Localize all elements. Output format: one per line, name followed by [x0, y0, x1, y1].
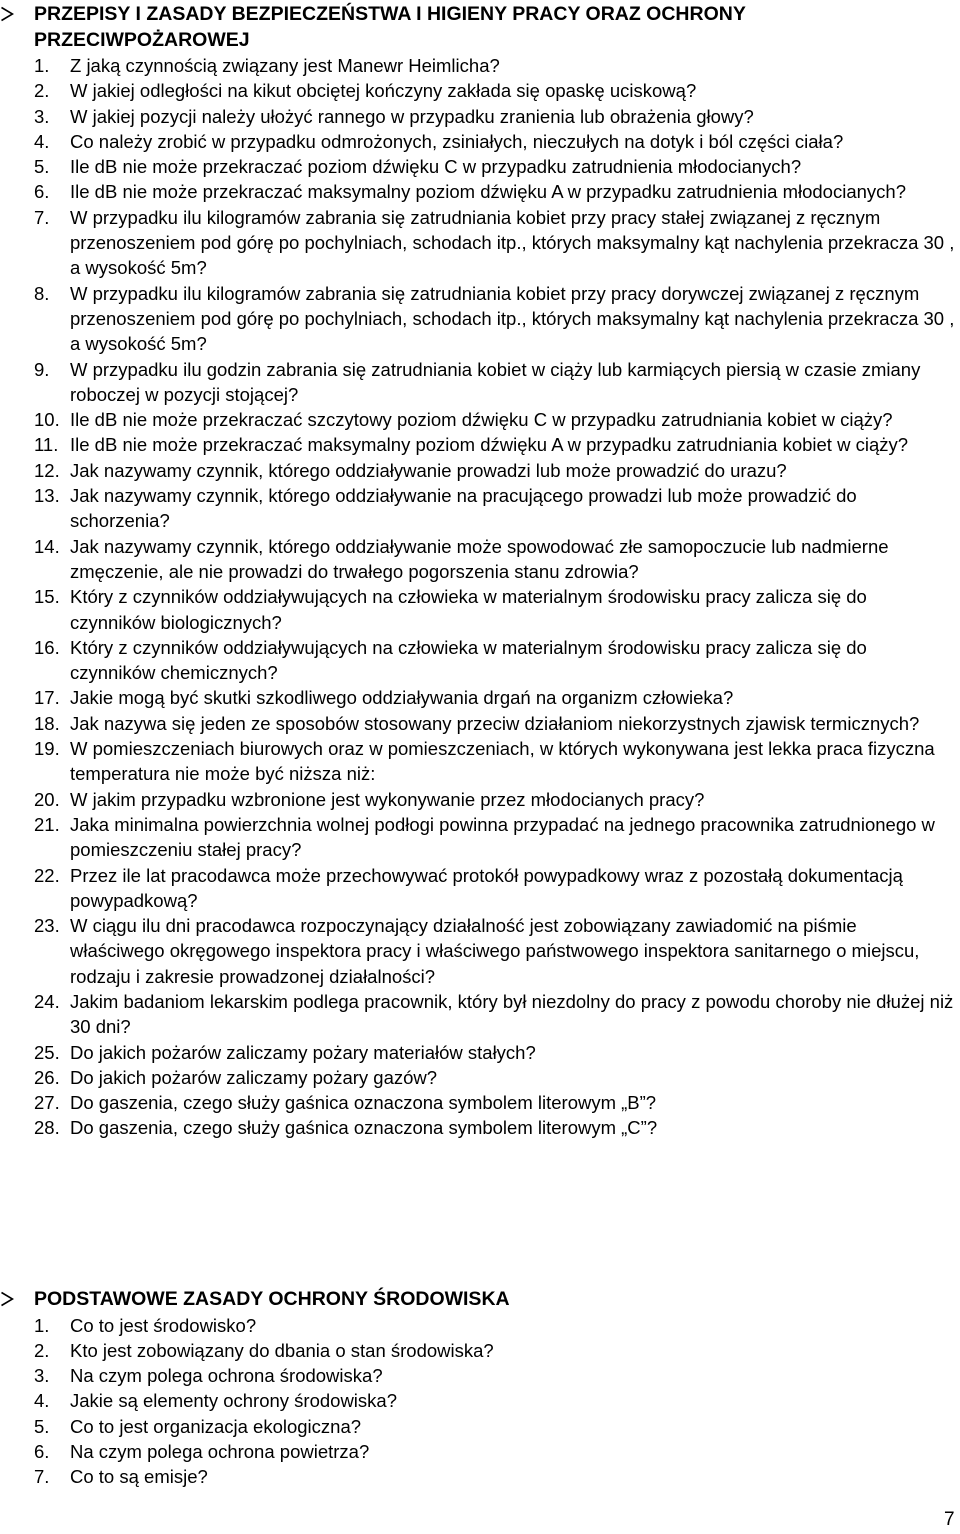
- question-number: 10.: [34, 409, 60, 431]
- question-item: [0, 1338, 960, 1363]
- question-number: 24.: [34, 990, 60, 1012]
- question-item: [0, 736, 960, 787]
- question-number: 15.: [34, 586, 60, 608]
- question-item: [0, 129, 960, 154]
- question-item: [0, 483, 960, 534]
- question-item: [0, 685, 960, 710]
- question-item: [0, 1313, 960, 1338]
- question-item: [0, 179, 960, 204]
- question-text: Co to są emisje?: [70, 1466, 208, 1488]
- question-text: W jakim przypadku wzbronione jest wykonywanie przez młodocianych pracy?: [70, 788, 705, 810]
- section-title: PODSTAWOWE ZASADY OCHRONY ŚRODOWISKA: [34, 1288, 510, 1310]
- arrow-bullet-icon: [0, 6, 14, 22]
- question-item: [0, 407, 960, 432]
- question-text: Jak nazywamy czynnik, którego oddziaływanie może spowodować złe samopoczucie lub nadmierne zmęczenie, ale nie prowadzi do trwałego pogorszenia stanu zdrowia?: [70, 535, 889, 582]
- question-item: [0, 1090, 960, 1115]
- question-number: 25.: [34, 1041, 60, 1063]
- question-text: W ciągu ilu dni pracodawca rozpoczynający działalność jest zobowiązany zawiadomić na piśmie właściwego okręgowego inspektora pracy i właściwego państwowego inspektora sanitarnego o miejscu, rodzaju i zakresie prowadzonej działalności?: [70, 915, 920, 987]
- question-number: 8.: [34, 282, 50, 304]
- question-item: [0, 989, 960, 1040]
- question-text: Na czym polega ochrona środowiska?: [70, 1365, 383, 1387]
- question-text: W jakiej odległości na kikut obciętej kończyny zakłada się opaskę uciskową?: [70, 80, 697, 102]
- question-text: Ile dB nie może przekraczać maksymalny poziom dźwięku A w przypadku zatrudnienia młodocianych?: [70, 181, 906, 203]
- question-text: Przez ile lat pracodawca może przechowywać protokół powypadkowy wraz z pozostałą dokumentacją powypadkową?: [70, 864, 903, 911]
- question-item: [0, 913, 960, 989]
- question-number: 6.: [34, 181, 50, 203]
- question-item: [0, 154, 960, 179]
- question-text: W pomieszczeniach biurowych oraz w pomieszczeniach, w których wykonywana jest lekka praca fizyczna temperatura nie może być niższa niż:: [70, 738, 935, 785]
- question-text: Jak nazywamy czynnik, którego oddziaływanie prowadzi lub może prowadzić do urazu?: [70, 459, 787, 481]
- question-text: Do jakich pożarów zaliczamy pożary materiałów stałych?: [70, 1041, 536, 1063]
- question-number: 7.: [34, 206, 50, 228]
- question-text: Do gaszenia, czego służy gaśnica oznaczona symbolem literowym „C”?: [70, 1117, 658, 1139]
- question-number: 14.: [34, 535, 60, 557]
- question-text: W jakiej pozycji należy ułożyć rannego w przypadku zranienia lub obrażenia głowy?: [70, 105, 754, 127]
- question-number: 1.: [34, 1314, 50, 1336]
- question-item: [0, 1439, 960, 1464]
- question-number: 12.: [34, 459, 60, 481]
- question-number: 28.: [34, 1117, 60, 1139]
- question-text: Ile dB nie może przekraczać maksymalny poziom dźwięku A w przypadku zatrudniania kobiet w ciąży?: [70, 434, 909, 456]
- question-number: 9.: [34, 358, 50, 380]
- question-text: Z jaką czynnością związany jest Manewr Heimlicha?: [70, 55, 500, 76]
- question-item: [0, 534, 960, 585]
- section-title: PRZEPISY I ZASADY BEZPIECZEŃSTWA I HIGIENY PRACY ORAZ OCHRONY PRZECIWPOŻAROWEJ: [34, 3, 746, 51]
- question-text: W przypadku ilu kilogramów zabrania się zatrudniania kobiet przy pracy dorywczej związanej z ręcznym przenoszeniem pod górę po pochylniach, schodach itp., których maksymalny kąt nachylenia przekracza 30 , a wysokość 5m?: [70, 282, 955, 355]
- question-item: [0, 78, 960, 103]
- question-item: [0, 584, 960, 635]
- question-item: [0, 635, 960, 686]
- question-item: [0, 1414, 960, 1439]
- question-text: Na czym polega ochrona powietrza?: [70, 1440, 370, 1462]
- section-bhp: [0, 2, 960, 1141]
- question-number: 19.: [34, 738, 60, 760]
- question-number: 23.: [34, 915, 60, 937]
- question-number: 2.: [34, 80, 50, 102]
- question-item: [0, 1040, 960, 1065]
- page-number: 7: [944, 1509, 955, 1530]
- question-item: [0, 205, 960, 281]
- question-number: 22.: [34, 864, 60, 886]
- question-item: [0, 1388, 960, 1413]
- question-item: [0, 432, 960, 457]
- section-heading-row: [0, 2, 960, 53]
- question-number: 26.: [34, 1066, 60, 1088]
- question-text: Co to jest środowisko?: [70, 1314, 257, 1336]
- question-text: Jak nazywamy czynnik, którego oddziaływanie na pracującego prowadzi lub może prowadzić do schorzenia?: [70, 485, 857, 532]
- question-text: Jakie mogą być skutki szkodliwego oddziaływania drgań na organizm człowieka?: [70, 687, 734, 709]
- question-text: Jak nazywa się jeden ze sposobów stosowany przeciw działaniom niekorzystnych zjawisk termicznych?: [70, 712, 920, 734]
- question-item: [0, 53, 960, 78]
- question-text: Do gaszenia, czego służy gaśnica oznaczona symbolem literowym „B”?: [70, 1092, 657, 1114]
- question-item: [0, 863, 960, 914]
- question-number: 4.: [34, 1390, 50, 1412]
- question-text: Jakim badaniom lekarskim podlega pracownik, który był niezdolny do pracy z powodu choroby nie dłużej niż 30 dni?: [70, 990, 954, 1038]
- section-ochrona-srodowiska: [0, 1287, 960, 1490]
- question-item: [0, 1363, 960, 1388]
- question-text: Który z czynników oddziaływujących na człowieka w materialnym środowisku pracy zalicza się do czynników chemicznych?: [70, 636, 867, 684]
- question-text: W przypadku ilu kilogramów zabrania się zatrudniania kobiet przy pracy stałej związanej z ręcznym przenoszeniem pod górę po pochylniach, schodach itp., których maksymalny kąt nachylenia przekracza 30 , a wysokość 5m?: [70, 206, 955, 279]
- question-text: Co należy zrobić w przypadku odmrożonych, zsiniałych, nieczułych na dotyk i ból części ciała?: [70, 130, 844, 152]
- question-item: [0, 1115, 960, 1140]
- question-item: [0, 357, 960, 408]
- question-item: [0, 104, 960, 129]
- question-text: Jakie są elementy ochrony środowiska?: [70, 1390, 397, 1412]
- question-item: [0, 458, 960, 483]
- question-number: 13.: [34, 485, 60, 507]
- question-number: 5.: [34, 1415, 50, 1437]
- question-number: 20.: [34, 788, 60, 810]
- question-item: [0, 281, 960, 357]
- question-list: [0, 53, 960, 1141]
- question-number: 7.: [34, 1466, 50, 1488]
- question-item: [0, 787, 960, 812]
- question-text: Do jakich pożarów zaliczamy pożary gazów?: [70, 1066, 438, 1088]
- question-number: 4.: [34, 130, 50, 152]
- question-number: 21.: [34, 813, 60, 835]
- question-number: 18.: [34, 712, 60, 734]
- question-item: [0, 1464, 960, 1489]
- question-item: [0, 1065, 960, 1090]
- arrow-bullet-icon: [0, 1291, 14, 1307]
- question-text: Ile dB nie może przekraczać poziom dźwięku C w przypadku zatrudnienia młodocianych?: [70, 156, 802, 178]
- question-text: Ile dB nie może przekraczać szczytowy poziom dźwięku C w przypadku zatrudniania kobiet w ciąży?: [70, 409, 893, 431]
- question-item: [0, 711, 960, 736]
- question-text: Co to jest organizacja ekologiczna?: [70, 1415, 362, 1437]
- question-number: 27.: [34, 1092, 60, 1114]
- question-number: 3.: [34, 1365, 50, 1387]
- question-number: 3.: [34, 105, 50, 127]
- question-number: 11.: [34, 434, 59, 456]
- question-text: Jaka minimalna powierzchnia wolnej podłogi powinna przypadać na jednego pracownika zatrudnionego w pomieszczeniu stałej pracy?: [70, 813, 935, 861]
- question-number: 6.: [34, 1440, 50, 1462]
- question-list: [0, 1313, 960, 1490]
- question-number: 1.: [34, 55, 50, 76]
- question-number: 17.: [34, 687, 60, 709]
- question-number: 2.: [34, 1339, 50, 1361]
- question-text: Który z czynników oddziaływujących na człowieka w materialnym środowisku pracy zalicza się do czynników biologicznych?: [70, 586, 867, 633]
- question-text: Kto jest zobowiązany do dbania o stan środowiska?: [70, 1339, 494, 1361]
- section-heading-row: [0, 1287, 960, 1313]
- question-number: 16.: [34, 636, 60, 658]
- question-item: [0, 812, 960, 863]
- question-text: W przypadku ilu godzin zabrania się zatrudniania kobiet w ciąży lub karmiących piersią w czasie zmiany roboczej w pozycji stojącej?: [70, 358, 921, 405]
- question-number: 5.: [34, 156, 50, 178]
